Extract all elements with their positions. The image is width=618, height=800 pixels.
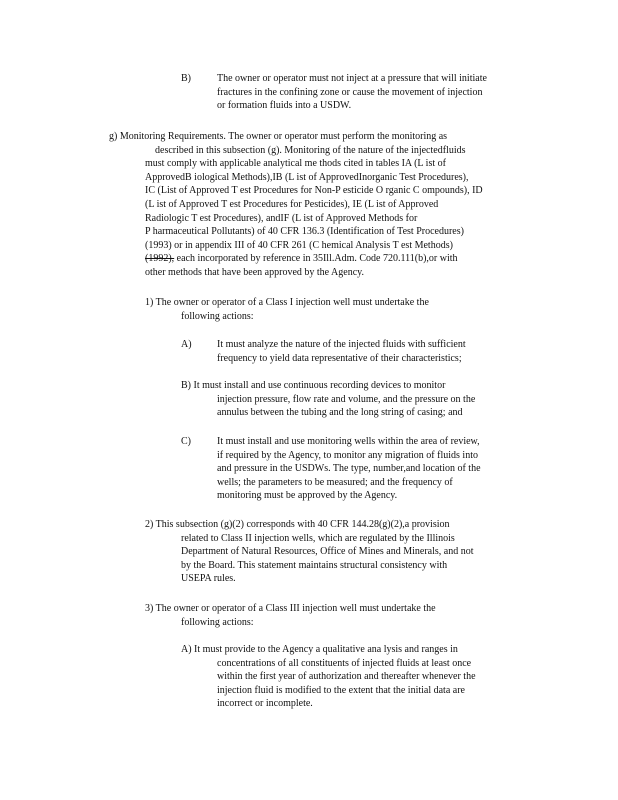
text-line: other methods that have been approved by the Agency. xyxy=(145,266,365,278)
text-line: 3) The owner or operator of a Class III injection well must undertake the xyxy=(145,603,436,614)
text-line: injection fluid is modified to the extent that the initial data are xyxy=(217,684,465,696)
text-line: each incorporated by reference in 35Ill.Adm. Code 720.111(b),or with xyxy=(176,253,458,265)
text-line: frequency to yield data representative of their characteristics; xyxy=(217,352,462,364)
text-line: fractures in the confining zone or cause the movement of injection xyxy=(217,86,483,98)
text-line: ApprovedB iological Methods),IB (L ist of ApprovedInorganic Test Procedures), xyxy=(145,171,469,183)
text-line: incorrect or incomplete. xyxy=(217,698,313,710)
item-3-class-iii xyxy=(145,602,436,629)
text-line: (1993) or in appendix III of 40 CFR 261 (C hemical Analysis T est Methods) xyxy=(145,239,453,251)
text-line: 1) The owner or operator of a Class I injection well must undertake the xyxy=(145,297,429,308)
text-line: related to Class II injection wells, which are regulated by the Illinois xyxy=(181,532,455,544)
text-line: monitoring must be approved by the Agency. xyxy=(217,490,398,502)
text-line: USEPA rules. xyxy=(181,573,236,585)
text-line: following actions: xyxy=(181,616,254,628)
text-line: wells; the parameters to be measured; and the frequency of xyxy=(217,476,453,488)
text-line: It must analyze the nature of the injected fluids with sufficient xyxy=(217,339,466,350)
paragraph-g-monitoring-requirements xyxy=(109,130,447,144)
item-3a-qualitative-analysis xyxy=(181,643,476,711)
item-1c-monitoring-wells xyxy=(217,435,481,503)
text-line: and pressure in the USDWs. The type, number,and location of the xyxy=(217,463,481,475)
item-2-class-ii xyxy=(145,518,474,586)
text-line: (L ist of Approved T est Procedures for Pesticides), IE (L ist of Approved xyxy=(145,198,439,210)
text-line: Department of Natural Resources, Office of Mines and Minerals, and not xyxy=(181,546,474,558)
text-line: within the first year of authorization and thereafter whenever the xyxy=(217,671,476,683)
text-line: The owner or operator must not inject at a pressure that will initiate xyxy=(217,73,487,84)
text-line: g) Monitoring Requirements. The owner or operator must perform the monitoring as xyxy=(109,131,448,142)
text-line: P harmaceutical Pollutants) of 40 CFR 136.3 (Identification of Test Procedures) xyxy=(145,226,464,238)
item-label-a: A) xyxy=(181,339,192,350)
item-1-class-i xyxy=(145,296,429,323)
text-line: if required by the Agency, to monitor any migration of fluids into xyxy=(217,449,478,461)
text-line: must comply with applicable analytical me thods cited in tables IA (L ist of xyxy=(145,158,446,170)
item-label-c: C) xyxy=(181,436,191,447)
text-line: annulus between the tubing and the long string of casing; and xyxy=(217,407,463,419)
text-line: B) It must install and use continuous recording devices to monitor xyxy=(181,380,446,391)
text-line: 2) This subsection (g)(2) corresponds with 40 CFR 144.28(g)(2),a provision xyxy=(145,519,450,530)
text-line: or formation fluids into a USDW. xyxy=(217,100,352,112)
text-line: following actions: xyxy=(181,310,254,322)
struck-text: (1992), xyxy=(145,253,175,265)
paragraph-b-injection-pressure xyxy=(217,72,487,113)
text-line: described in this subsection (g). Monitoring of the nature of the injectedfluids xyxy=(155,144,466,156)
text-line-with-strikeout xyxy=(145,252,483,266)
text-line: by the Board. This statement maintains structural consistency with xyxy=(181,559,448,571)
text-line: A) It must provide to the Agency a qualitative ana lysis and ranges in xyxy=(181,644,458,655)
item-1b-continuous-recording xyxy=(181,379,475,420)
text-line: It must install and use monitoring wells within the area of review, xyxy=(217,436,480,447)
text-line: injection pressure, flow rate and volume, and the pressure on the xyxy=(217,393,476,405)
paragraph-g-body xyxy=(145,144,483,280)
text-line: IC (List of Approved T est Procedures for Non-P esticide O rganic C ompounds), ID xyxy=(145,185,483,197)
text-line: Radiologic T est Procedures), andIF (L ist of Approved Methods for xyxy=(145,212,418,224)
item-1a-analyze xyxy=(217,338,466,365)
text-line: concentrations of all constituents of injected fluids at least once xyxy=(217,657,472,669)
item-label-b: B) xyxy=(181,73,191,84)
